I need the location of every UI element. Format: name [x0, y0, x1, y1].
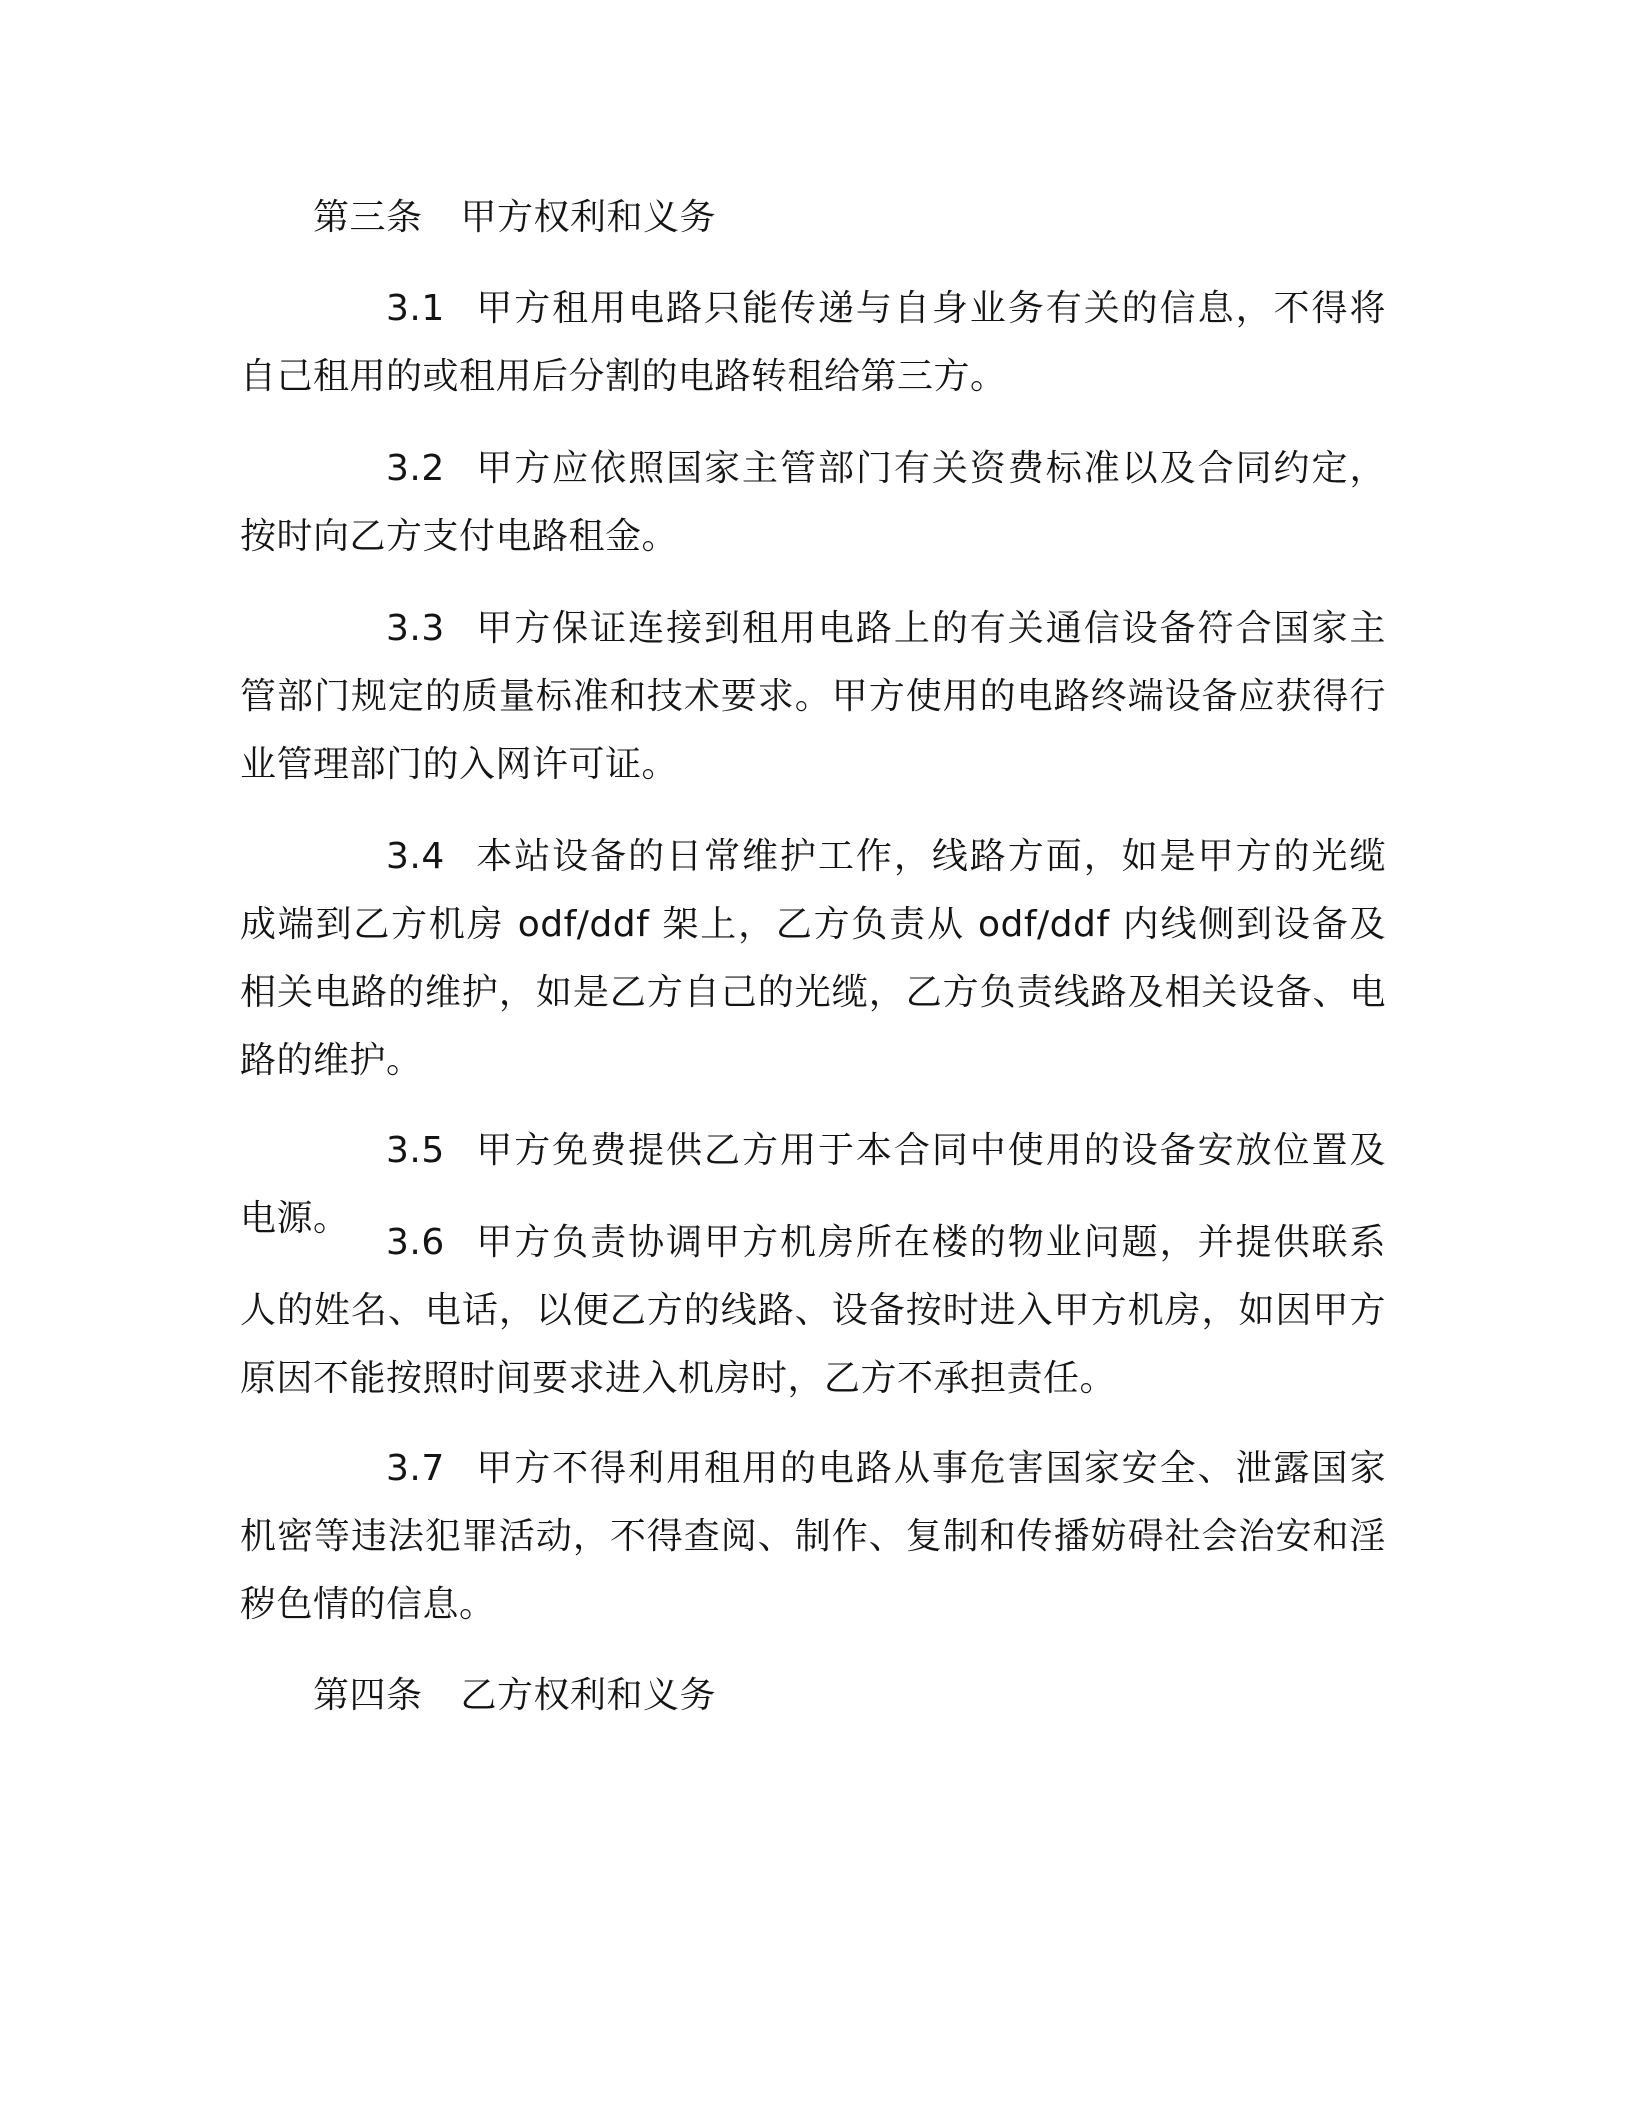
- clause-text: 甲方保证连接到租用电路上的有关通信设备符合国家主管部门规定的质量标准和技术要求。甲方使用的电路终端设备应获得行业管理部门的入网许可证。: [240, 608, 1386, 785]
- section-4-number: 第四条: [313, 1675, 423, 1716]
- clause-number: 3.7: [386, 1448, 445, 1489]
- clause-number: 3.5: [386, 1130, 445, 1171]
- clause-text: 本站设备的日常维护工作，线路方面，如是甲方的光缆成端到乙方机房 odf/ddf 架上，乙方负责从 odf/ddf 内线侧到设备及相关电路的维护，如是乙方自己的光缆，乙方负责线路及相关设备、电路的维护。: [240, 836, 1386, 1081]
- clause-text: 甲方免费提供乙方用于本合同中使用的设备安放位置及电源。: [240, 1130, 1386, 1239]
- clause-3-4: [240, 823, 1386, 1095]
- section-3-heading: [313, 184, 716, 252]
- clause-3-7: [240, 1435, 1386, 1639]
- clause-number: 3.3: [386, 608, 445, 649]
- section-4-title: 乙方权利和义务: [460, 1675, 717, 1716]
- section-3-number: 第三条: [313, 197, 423, 238]
- clause-3-6: [240, 1209, 1386, 1413]
- clause-3-2: [240, 435, 1386, 571]
- clause-number: 3.2: [386, 448, 445, 489]
- clause-number: 3.6: [386, 1222, 445, 1263]
- section-3-title: 甲方权利和义务: [460, 197, 717, 238]
- clause-3-1: [240, 275, 1386, 411]
- clause-3-3: [240, 595, 1386, 799]
- clause-text: 甲方不得利用租用的电路从事危害国家安全、泄露国家机密等违法犯罪活动，不得查阅、制作、复制和传播妨碍社会治安和淫秽色情的信息。: [240, 1448, 1386, 1625]
- clause-text: 甲方租用电路只能传递与自身业务有关的信息，不得将自己租用的或租用后分割的电路转租给第三方。: [240, 288, 1386, 397]
- clause-number: 3.1: [386, 288, 445, 329]
- section-4-heading: [313, 1662, 716, 1730]
- clause-text: 甲方负责协调甲方机房所在楼的物业问题，并提供联系人的姓名、电话，以便乙方的线路、设备按时进入甲方机房，如因甲方原因不能按照时间要求进入机房时，乙方不承担责任。: [240, 1222, 1386, 1399]
- clause-number: 3.4: [386, 836, 445, 877]
- clause-text: 甲方应依照国家主管部门有关资费标准以及合同约定，按时向乙方支付电路租金。: [240, 448, 1386, 557]
